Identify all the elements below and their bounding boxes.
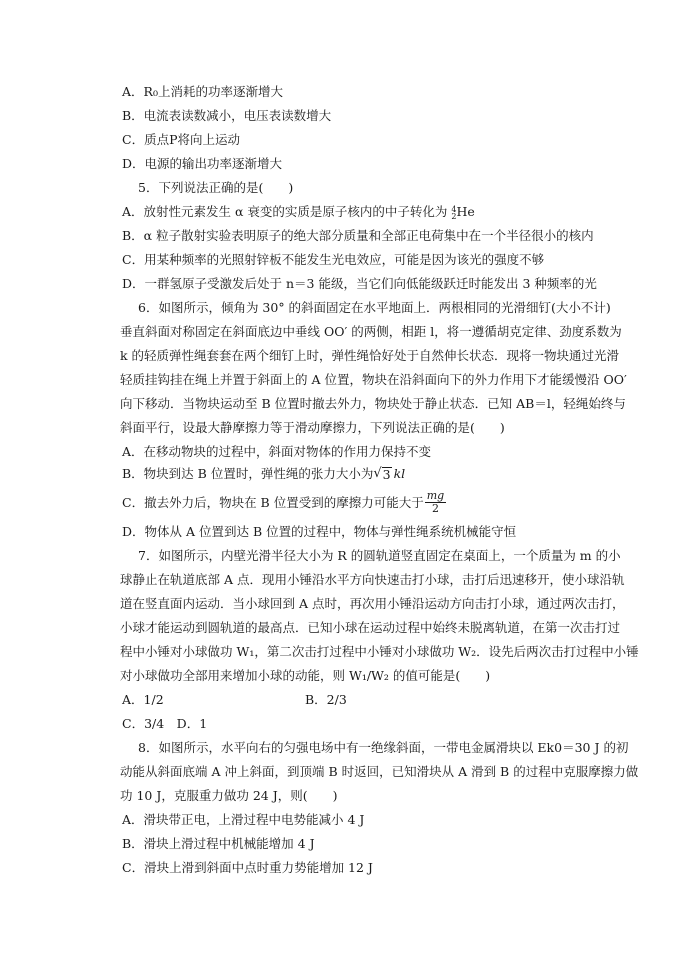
mass-number: 4 bbox=[451, 204, 457, 214]
q4-option-d: D．电源的输出功率逐渐增大 bbox=[122, 156, 283, 171]
q6-option-b-symbol: kl bbox=[393, 466, 406, 481]
q5-option-d: D．一群氢原子受激发后处于 n＝3 能级，当它们向低能级跃迁时能发出 3 种频率的光 bbox=[122, 276, 597, 291]
q8-line-1: 8．如图所示，水平向右的匀强电场中有一绝缘斜面，一带电金属滑块以 Ek0＝30 J 的初 bbox=[138, 740, 629, 755]
q8-option-b: B．滑块上滑过程中机械能增加 4 J bbox=[122, 836, 315, 851]
q7-option-b: B．2/3 bbox=[305, 692, 347, 707]
q6-option-b-text: B．物块到达 B 位置时，弹性绳的张力大小为 bbox=[122, 466, 374, 481]
radicand: 3 bbox=[382, 467, 391, 482]
q8-line-3: 功 10 J，克服重力做功 24 J，则( ) bbox=[120, 788, 338, 803]
q7-option-a: A．1/2 bbox=[122, 692, 164, 707]
q8-option-c: C．滑块上滑到斜面中点时重力势能增加 12 J bbox=[122, 860, 373, 875]
q6-option-a: A．在移动物块的过程中，斜面对物体的作用力保持不变 bbox=[122, 444, 432, 459]
radical-sign: √ bbox=[373, 466, 382, 481]
q5-option-a bbox=[122, 203, 475, 220]
q7-line-1: 7．如图所示，内壁光滑半径大小为 R 的圆轨道竖直固定在桌面上，一个质量为 m 的小 bbox=[138, 548, 621, 563]
numerator: mg bbox=[426, 489, 445, 502]
q5-option-b: B．α 粒子散射实验表明原子的绝大部分质量和全部正电荷集中在一个半径很小的核内 bbox=[122, 228, 594, 243]
q6-line-6: 斜面平行，设最大静摩擦力等于滑动摩擦力，下列说法正确的是( ) bbox=[120, 420, 505, 435]
q6-line-3: k 的轻质弹性绳套套在两个细钉上时，弹性绳恰好处于自然伸长状态．现将一物块通过光滑 bbox=[120, 348, 620, 363]
q7-line-2: 球静止在轨道底部 A 点．现用小锤沿水平方向快速击打小球，击打后迅速移开，使小球沿轨 bbox=[120, 572, 625, 587]
element-symbol: He bbox=[456, 204, 475, 219]
q8-line-2: 动能从斜面底端 A 冲上斜面，到顶端 B 时返回，已知滑块从 A 滑到 B 的过程中克服摩擦力做 bbox=[120, 764, 639, 779]
q6-line-2: 垂直斜面对称固定在斜面底边中垂线 OO′ 的两侧，相距 l，将一遵循胡克定律、劲度系数为 bbox=[120, 324, 622, 339]
q7-options-c-d: C．3/4 D．1 bbox=[122, 716, 208, 731]
q8-option-a: A．滑块带正电，上滑过程中电势能减小 4 J bbox=[122, 812, 365, 827]
q5-option-a-text: A．放射性元素发生 α 衰变的实质是原子核内的中子转化为 bbox=[122, 204, 452, 219]
q7-line-6: 对小球做功全部用来增加小球的动能，则 W₁/W₂ 的值可能是( ) bbox=[120, 668, 491, 683]
q6-option-c-text: C．撤去外力后，物块在 B 位置受到的摩擦力可能大于 bbox=[122, 495, 424, 510]
q6-line-5: 向下移动．当物块运动至 B 位置时撤去外力，物块处于静止状态．已知 AB＝l，轻绳始终与 bbox=[120, 396, 626, 411]
q6-option-c bbox=[122, 490, 447, 515]
q4-option-b: B．电流表读数减小，电压表读数增大 bbox=[122, 108, 332, 123]
denominator: 2 bbox=[431, 502, 439, 515]
q7-line-3: 道在竖直面内运动．当小球回到 A 点时，再次用小锤沿运动方向击打小球，通过两次击打， bbox=[120, 596, 625, 611]
q4-option-a: A．R₀上消耗的功率逐渐增大 bbox=[122, 84, 283, 99]
q7-line-5: 程中小锤对小球做功 W₁，第二次击打过程中小锤对小球做功 W₂．设先后两次击打过程中小锤 bbox=[120, 644, 639, 659]
q6-line-4: 轻质挂钩挂在绳上并置于斜面上的 A 位置，物块在沿斜面向下的外力作用下才能缓慢沿 OO′ bbox=[120, 372, 627, 387]
q4-option-c: C．质点P将向上运动 bbox=[122, 132, 240, 147]
atomic-number: 2 bbox=[451, 211, 457, 221]
q7-line-4: 小球才能运动到圆轨道的最高点．已知小球在运动过程中始终未脱离轨道，在第一次击打过 bbox=[120, 620, 621, 635]
q6-option-d: D．物体从 A 位置到达 B 位置的过程中，物体与弹性绳系统机械能守恒 bbox=[122, 524, 517, 539]
sqrt-expression bbox=[373, 465, 391, 482]
q6-line-1: 6．如图所示，倾角为 30° 的斜面固定在水平地面上．两根相同的光滑细钉(大小不计) bbox=[138, 300, 611, 315]
q6-option-b bbox=[122, 465, 405, 482]
q5-option-c: C．用某种频率的光照射锌板不能发生光电效应，可能是因为该光的强度不够 bbox=[122, 252, 545, 267]
fraction bbox=[425, 490, 446, 515]
q5-stem: 5．下列说法正确的是( ) bbox=[138, 180, 294, 195]
